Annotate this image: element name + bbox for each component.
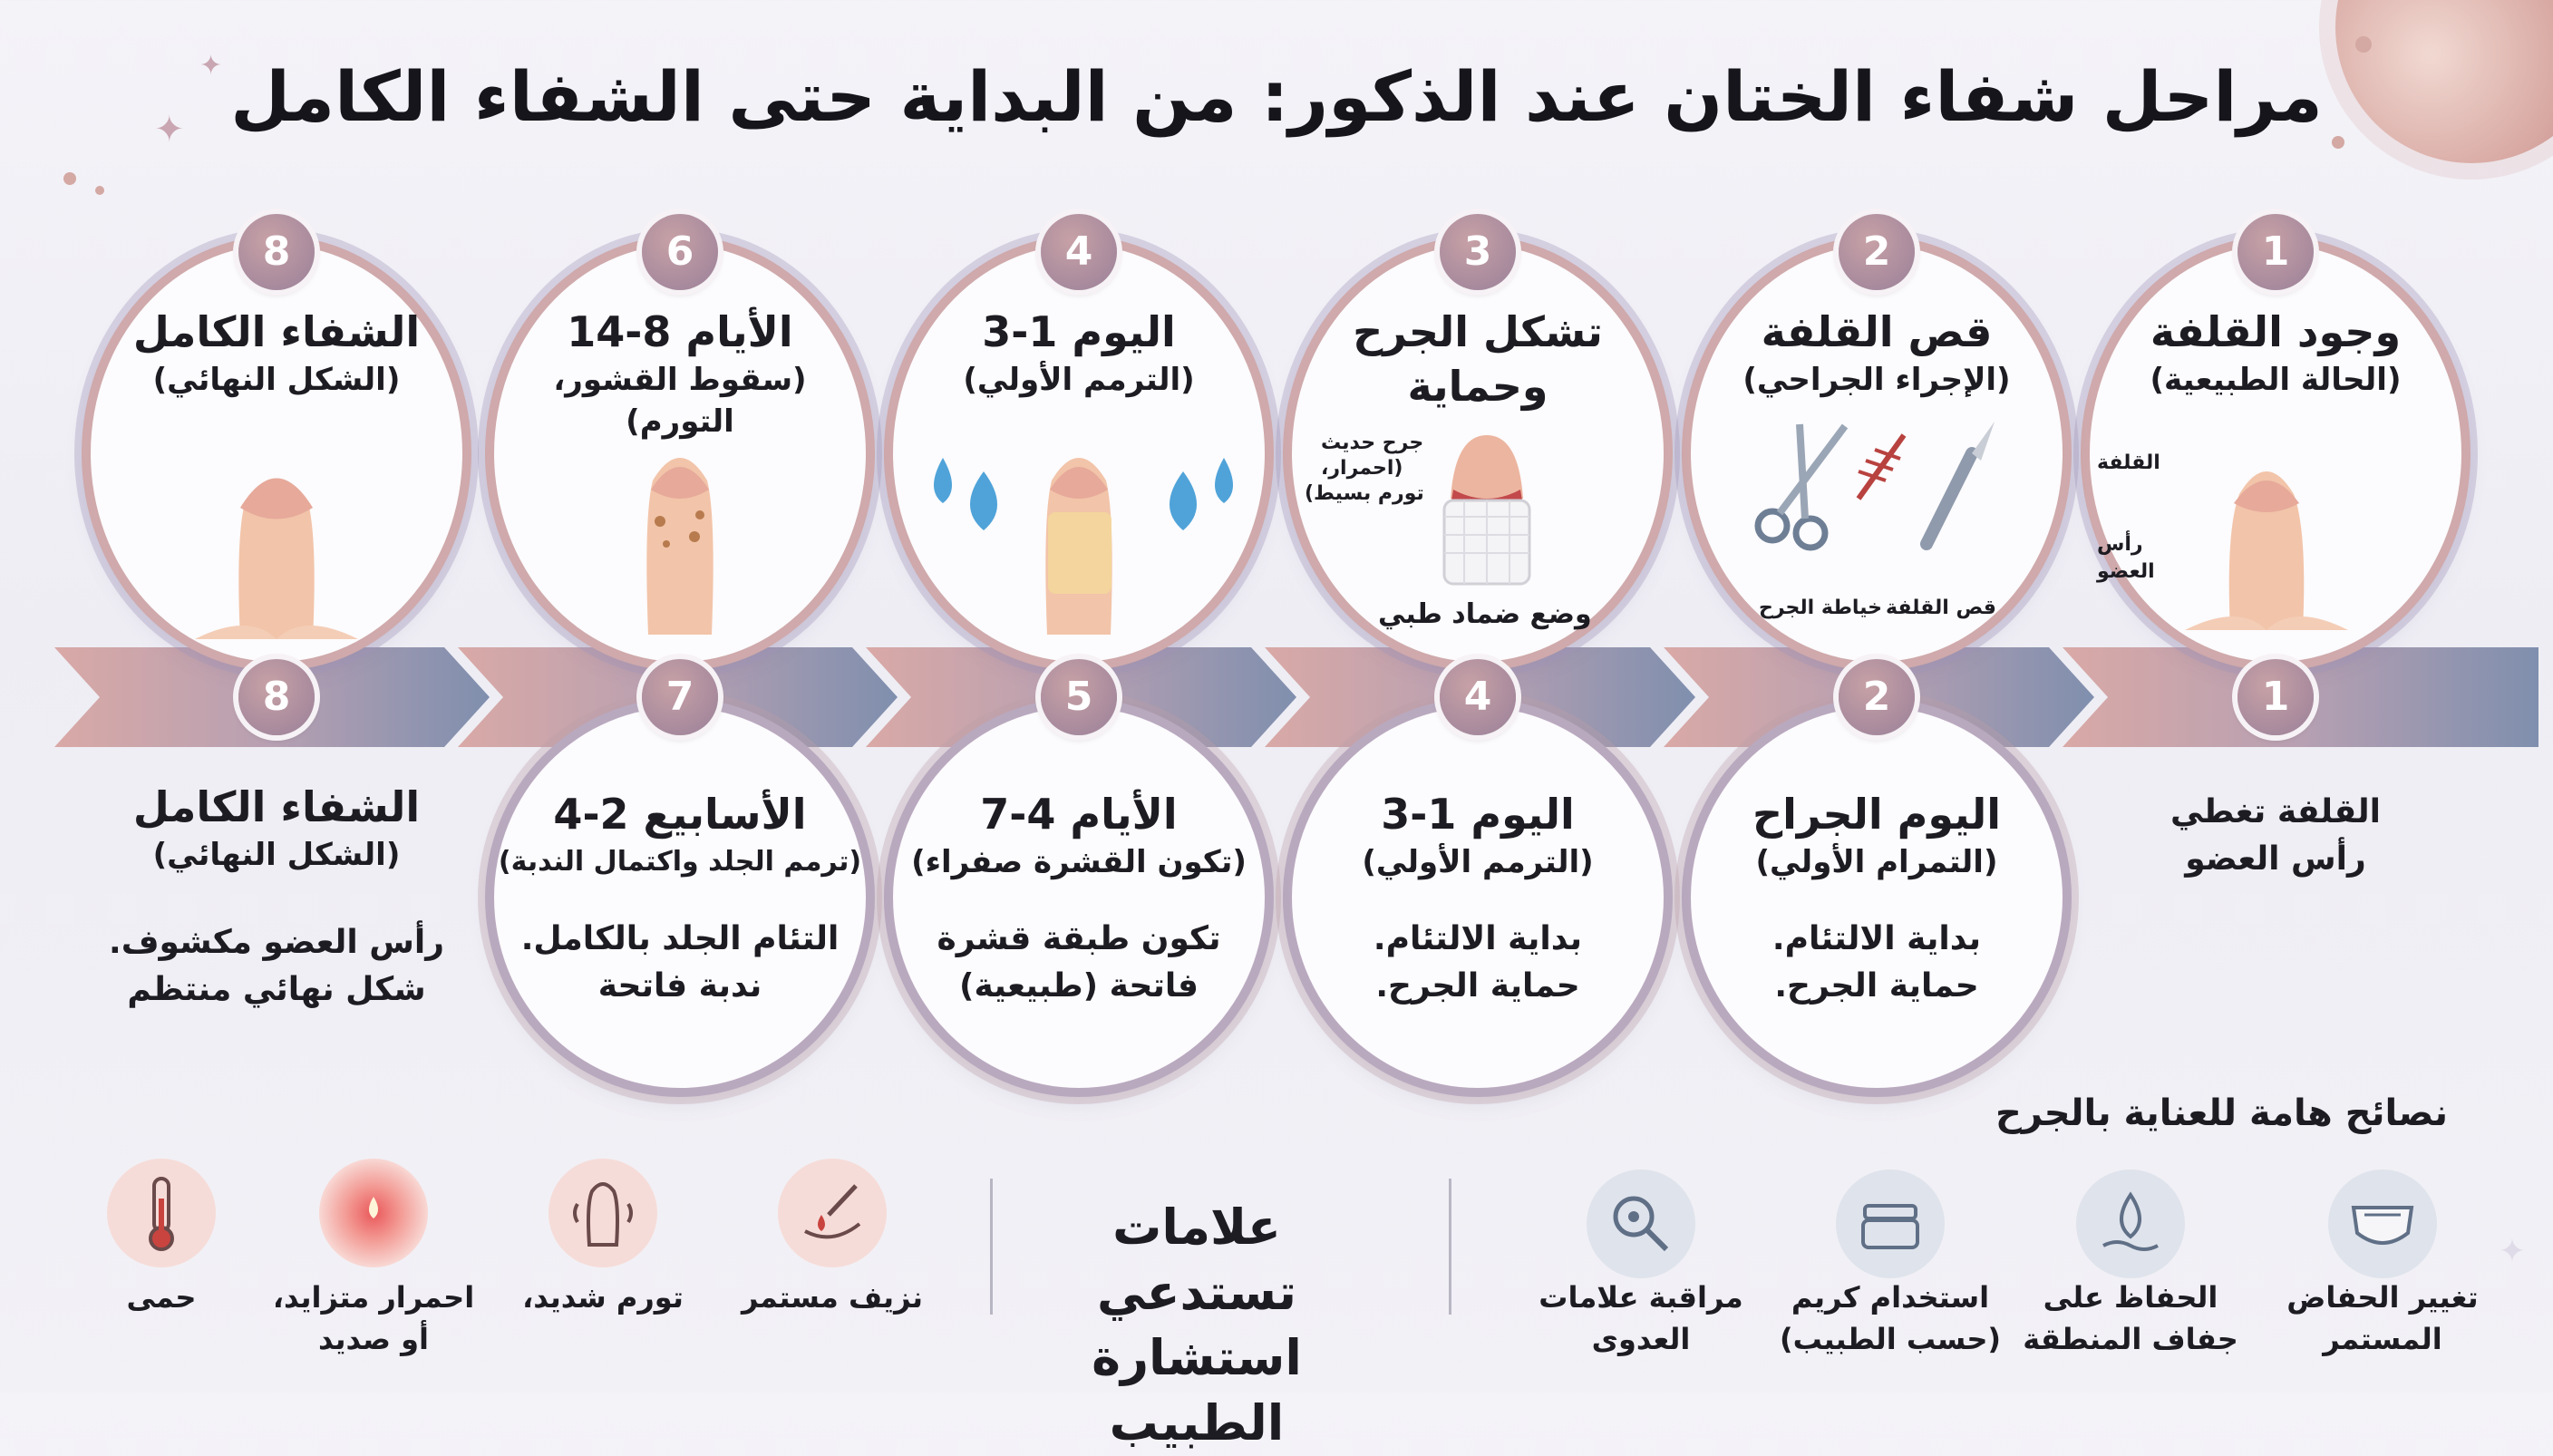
stage-card-6: [494, 245, 866, 662]
tip-label: [2265, 1276, 2500, 1360]
stage-subtitle: (الشكل النهائي): [152, 837, 401, 873]
stage-number-badge: 6: [642, 214, 718, 290]
label-redness: (احمرار،: [1321, 457, 1403, 480]
warning-label-line1: تورم شديد،: [522, 1280, 684, 1315]
stage-title: الشفاء الكامل: [132, 782, 421, 831]
tip-label-line2: العدوى: [1591, 1322, 1691, 1356]
penis-natural-illustration: [2176, 422, 2357, 639]
stage-card-8: [91, 245, 462, 662]
healed-penis-illustration: [186, 440, 367, 639]
stage-bottom-title-line2: رأس العضو: [2185, 840, 2366, 878]
suture-icon: [1849, 426, 1913, 508]
cream-jar-icon: [1836, 1170, 1945, 1278]
stage-subtitle: (الترمم الأولي): [963, 362, 1195, 398]
tip-label-line2: المستمر: [2323, 1322, 2442, 1356]
warning-label: [485, 1276, 721, 1318]
timeline-ribbon: [54, 647, 2538, 747]
warning-label: [256, 1276, 491, 1360]
stage-subtitle: (سقوط القشور، التورم): [553, 362, 807, 440]
stage-desc-1: التئام الجلد بالكامل.: [520, 920, 840, 957]
warning-label-line1: احمرار متزايد،: [272, 1280, 475, 1315]
stage-title: الأيام 8-14: [567, 307, 793, 356]
timeline-number-badge: 2: [1839, 659, 1915, 735]
scab-penis-illustration: [616, 426, 743, 635]
warning-label: [714, 1276, 950, 1318]
stage-bottom-8: [100, 780, 453, 1014]
stage-desc-2: ندبة فاتحة: [597, 967, 762, 1005]
stage-subtitle: (ترمم الجلد واكتمال الندبة): [498, 846, 862, 878]
decorative-dot: [95, 186, 104, 195]
water-drop-icon: [920, 453, 1020, 535]
stage-bottom-4: [1292, 707, 1664, 1088]
stage-title: قص القلفة: [1761, 307, 1993, 356]
thermometer-icon: [107, 1159, 216, 1267]
stage-number-badge: 4: [1041, 214, 1117, 290]
stage-bottom-title: القلفة تغطي: [2170, 793, 2382, 830]
label-foreskin: القلفة: [2097, 451, 2160, 474]
decorative-dot: [63, 172, 76, 185]
stage-desc-2: شكل نهائي منتظم: [127, 971, 426, 1008]
divider: [990, 1179, 993, 1315]
stage-title-line2: وحماية: [1407, 362, 1548, 411]
label-foreskin-cut: قص القلفة: [1886, 597, 1996, 619]
stage-title: اليوم الجراح: [1752, 790, 2002, 839]
tip-label-line2: جفاف المنطقة: [2023, 1322, 2238, 1356]
stage-card-1: [2090, 245, 2461, 662]
stage-number-badge: 3: [1440, 214, 1516, 290]
stage-title: اليوم 1-3: [1381, 790, 1575, 839]
stage-card-3: [1292, 245, 1664, 662]
stage-title: وجود القلفة: [2150, 307, 2402, 356]
warning-label-line2: أو صديد: [318, 1322, 429, 1356]
stage-title: اليوم 1-3: [982, 307, 1176, 356]
stage-bottom-1: [2112, 789, 2439, 883]
label-suture: خياطة الجرح: [1759, 597, 1883, 619]
tip-label-line1: استخدام كريم: [1791, 1280, 1990, 1315]
stage-title: الأسابيع 2-4: [553, 790, 807, 839]
stage-number-badge: 1: [2238, 214, 2314, 290]
divider: [1449, 1179, 1451, 1315]
stage-subtitle: (الترمم الأولي): [1362, 844, 1594, 880]
page-title: مراحل شفاء الختان عند الذكور: من البداية حتى الشفاء الكامل: [230, 56, 2323, 137]
warning-label-line1: حمى: [126, 1280, 197, 1315]
stage-desc-1: تكون طبقة قشرة: [937, 920, 1221, 957]
bandaged-penis-illustration: [1428, 426, 1546, 589]
stage-number-badge: 2: [1839, 214, 1915, 290]
stage-bottom-5: [893, 707, 1265, 1088]
healing-penis-illustration: [1015, 426, 1142, 635]
tip-label: [1523, 1276, 1759, 1360]
warning-label: [44, 1276, 279, 1318]
decorative-dot: [2355, 36, 2372, 53]
decorative-dot: [2332, 136, 2344, 149]
tip-label: [2013, 1276, 2248, 1360]
timeline-number-badge: 5: [1041, 659, 1117, 735]
tip-label-line1: تغيير الحفاض: [2286, 1280, 2479, 1315]
stage-desc-1: بداية الالتئام.: [1373, 920, 1583, 957]
bleeding-icon: [778, 1159, 887, 1267]
label-glans-1: رأس: [2097, 533, 2143, 556]
warning-label-line1: نزيف مستمر: [742, 1280, 923, 1315]
stage-card-4: [893, 245, 1265, 662]
sparkle-icon: ✦: [2498, 1233, 2526, 1270]
stage-bottom-2: [1691, 707, 2063, 1088]
warning-title-line1: علامات تستدعي: [1097, 1199, 1296, 1321]
stage-subtitle: (تكون القشرة صفراء): [911, 844, 1247, 880]
stage-title: تشكل الجرح: [1353, 307, 1603, 356]
scalpel-icon: [1917, 417, 1999, 553]
warning-title: [1015, 1195, 1378, 1456]
stage-desc-2: حماية الجرح.: [1375, 967, 1580, 1005]
water-drop-icon: [2076, 1170, 2185, 1278]
diaper-icon: [2328, 1170, 2437, 1278]
stage-subtitle: (الشكل النهائي): [152, 362, 401, 398]
swelling-icon: [548, 1159, 657, 1267]
label-bandage: وضع ضماد طبي: [1378, 598, 1592, 630]
tip-label-line1: الحفاظ على: [2043, 1280, 2218, 1315]
stage-desc-2: حماية الجرح.: [1774, 967, 1979, 1005]
scissors-icon: [1745, 417, 1854, 553]
timeline-number-badge: 4: [1440, 659, 1516, 735]
stage-desc-2: فاتحة (طبيعية): [959, 967, 1199, 1005]
stage-card-2: [1691, 245, 2063, 662]
warning-title-line2: استشارة الطبيب: [1092, 1329, 1302, 1451]
stage-subtitle: (الإجراء الجراحي): [1742, 362, 2011, 398]
stage-title: الأيام 4-7: [980, 790, 1178, 839]
label-swelling: تورم بسيط): [1305, 482, 1424, 505]
stage-desc-1: بداية الالتئام.: [1772, 920, 1982, 957]
stage-subtitle: (الحالة الطبيعية): [2150, 362, 2402, 398]
stage-title: الشفاء الكامل: [132, 307, 421, 356]
redness-icon: [319, 1159, 428, 1267]
timeline-number-badge: 7: [642, 659, 718, 735]
stage-subtitle: (التمرام الأولي): [1755, 844, 1998, 880]
label-glans-2: العضو: [2097, 560, 2155, 583]
timeline-number-badge: 1: [2238, 659, 2314, 735]
tip-label-line2: (حسب الطبيب): [1779, 1322, 2002, 1356]
timeline-number-badge: 8: [238, 659, 315, 735]
label-fresh-wound: جرح حديث: [1321, 432, 1424, 454]
stage-number-badge: 8: [238, 214, 315, 290]
tips-title: نصائح هامة للعناية بالجرح: [1995, 1092, 2448, 1134]
water-drop-icon: [1147, 453, 1247, 535]
tip-label: [1772, 1276, 2008, 1360]
tip-label-line1: مراقبة علامات: [1539, 1280, 1743, 1315]
magnifier-germ-icon: [1587, 1170, 1695, 1278]
sparkle-icon: ✦: [199, 50, 223, 82]
sparkle-icon: ✦: [154, 109, 185, 150]
stage-desc-1: رأس العضو مكشوف.: [109, 924, 444, 961]
stage-bottom-7: [494, 707, 866, 1088]
